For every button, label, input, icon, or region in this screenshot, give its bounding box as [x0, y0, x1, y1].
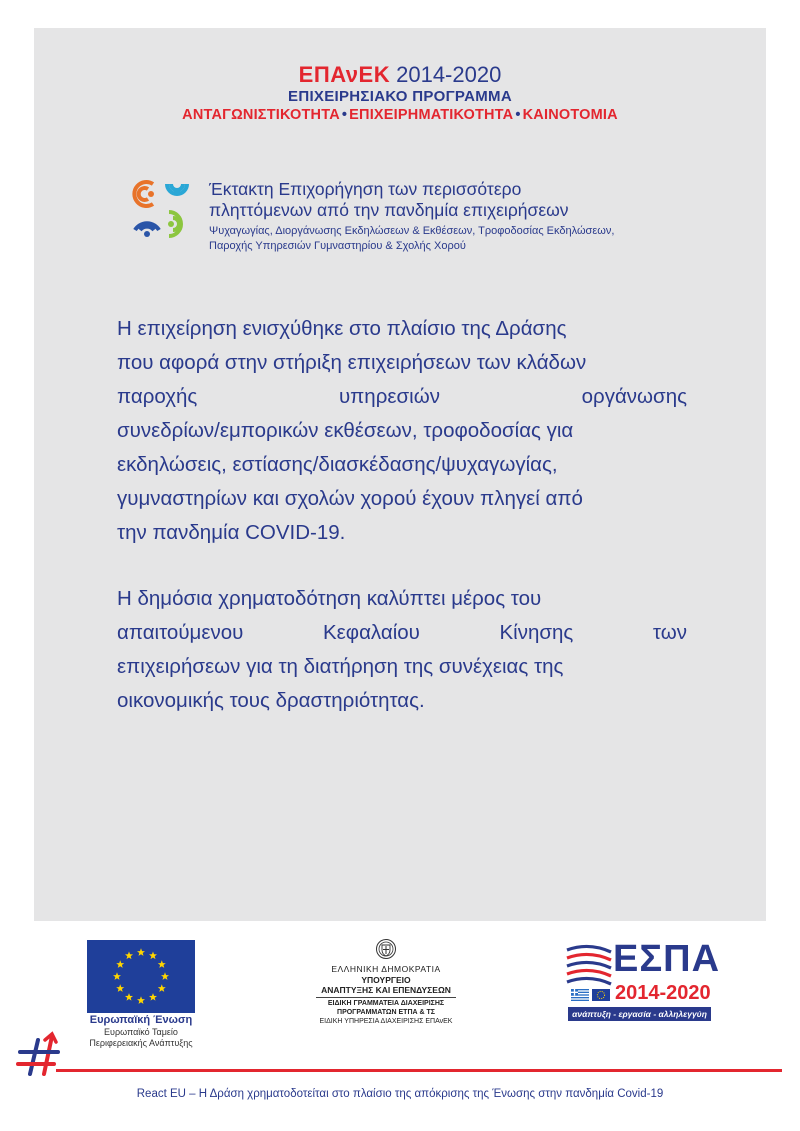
- epanek-header: [34, 62, 766, 124]
- espa-tagline: ανάπτυξη - εργασία - αλληλεγγύη: [568, 1007, 711, 1021]
- paragraph-line: επιχειρήσεων για τη διατήρηση της συνέχειας της: [117, 655, 564, 678]
- ministry-logo: [286, 938, 486, 1026]
- gov-line5: ΠΡΟΓΡΑΜΜΑΤΩΝ ΕΤΠΑ & ΤΣ: [337, 1008, 435, 1016]
- grant-title-line2: πληττόμενων από την πανδημία επιχειρήσεων: [209, 200, 569, 220]
- paragraph-line: Η δημόσια χρηματοδότηση καλύπτει μέρος του: [117, 587, 542, 610]
- pillar-competitiveness: ΑΝΤΑΓΩΝΙΣΤΙΚΟΤΗΤΑ: [182, 107, 340, 123]
- react-eu-hashtag-icon: [14, 1030, 62, 1076]
- espa-logo: [563, 938, 721, 1020]
- grant-logo-icon: [131, 178, 191, 242]
- pillar-separator: •: [515, 107, 521, 123]
- pillar-innovation: ΚΑΙΝΟΤΟΜΙΑ: [522, 107, 618, 123]
- grant-subtitle-line2: Παροχής Υπηρεσιών Γυμναστηρίου & Σχολής Χορού: [209, 240, 466, 252]
- pillar-separator: •: [341, 107, 348, 123]
- paragraph-line: που αφορά στην στήριξη επιχειρήσεων των κλάδων: [117, 351, 587, 374]
- espa-word: ΕΣΠΑ: [613, 938, 721, 980]
- pillar-entrepreneurship: ΕΠΙΧΕΙΡΗΜΑΤΙΚΟΤΗΤΑ: [349, 107, 514, 123]
- paragraph-funding: [117, 582, 687, 718]
- grant-title-line1: Έκτακτη Επιχορήγηση των περισσότερο: [209, 179, 522, 199]
- espa-flags: [571, 989, 611, 1007]
- epanek-years: 2014-2020: [396, 62, 502, 87]
- eu-caption: [70, 1014, 212, 1049]
- program-pillars: [34, 106, 766, 124]
- epanek-brand: ΕΠΑνΕΚ: [298, 62, 391, 87]
- greek-emblem-icon: [375, 938, 397, 960]
- paragraph-line: Η επιχείρηση ενισχύθηκε στο πλαίσιο της Δράσης: [117, 317, 567, 340]
- eu-fund-line1: Ευρωπαϊκό Ταμείο: [104, 1027, 178, 1037]
- paragraph-line: παροχής υπηρεσιών οργάνωσης: [117, 385, 687, 408]
- paragraph-line: απαιτούμενου Κεφαλαίου Κίνησης των: [117, 621, 687, 644]
- eu-fund-line2: Περιφερειακής Ανάπτυξης: [89, 1038, 193, 1048]
- grant-title-block: [209, 179, 614, 253]
- footer-note: React EU – Η Δράση χρηματοδοτείται στο πλαίσιο της απόκρισης της Ένωσης στην πανδημία Covid-19: [136, 1088, 664, 1100]
- eu-name: Ευρωπαϊκή Ένωση: [89, 1014, 193, 1026]
- program-label: ΕΠΙΧΕΙΡΗΣΙΑΚΟ ΠΡΟΓΡΑΜΜΑ: [288, 88, 512, 105]
- gov-line6: ΕΙΔΙΚΗ ΥΠΗΡΕΣΙΑ ΔΙΑΧΕΙΡΙΣΗΣ ΕΠΑνΕΚ: [319, 1018, 453, 1025]
- gov-line4: ΕΙΔΙΚΗ ΓΡΑΜΜΑΤΕΙΑ ΔΙΑΧΕΙΡΙΣΗΣ: [327, 1000, 445, 1007]
- paragraph-line: εκδηλώσεις, εστίασης/διασκέδασης/ψυχαγωγίας,: [117, 453, 558, 476]
- paragraph-line: οικονομικής τους δραστηριότητας.: [117, 689, 425, 712]
- greek-eu-flags-icon: [571, 989, 611, 1002]
- footer-divider: [56, 1069, 782, 1072]
- paragraph-line: συνεδρίων/εμπορικών εκθέσεων, τροφοδοσίας για: [117, 419, 574, 442]
- grant-subtitle-line1: Ψυχαγωγίας, Διοργάνωσης Εκδηλώσεων & Εκθέσεων, Τροφοδοσίας Εκδηλώσεων,: [209, 225, 615, 237]
- espa-years: 2014-2020: [615, 982, 711, 1004]
- eu-flag-icon: [87, 940, 195, 1013]
- gov-line2: ΥΠΟΥΡΓΕΙΟ: [361, 975, 411, 985]
- paragraph-support: [117, 312, 687, 550]
- paragraph-line: την πανδημία COVID-19.: [117, 521, 346, 544]
- gov-line1: ΕΛΛΗΝΙΚΗ ΔΗΜΟΚΡΑΤΙΑ: [331, 964, 441, 974]
- gov-line3: ΑΝΑΠΤΥΞΗΣ ΚΑΙ ΕΠΕΝΔΥΣΕΩΝ: [321, 985, 451, 995]
- espa-stripes-icon: [563, 942, 613, 986]
- paragraph-line: γυμναστηρίων και σχολών χορού έχουν πληγεί από: [117, 487, 583, 510]
- gov-divider: [316, 997, 456, 998]
